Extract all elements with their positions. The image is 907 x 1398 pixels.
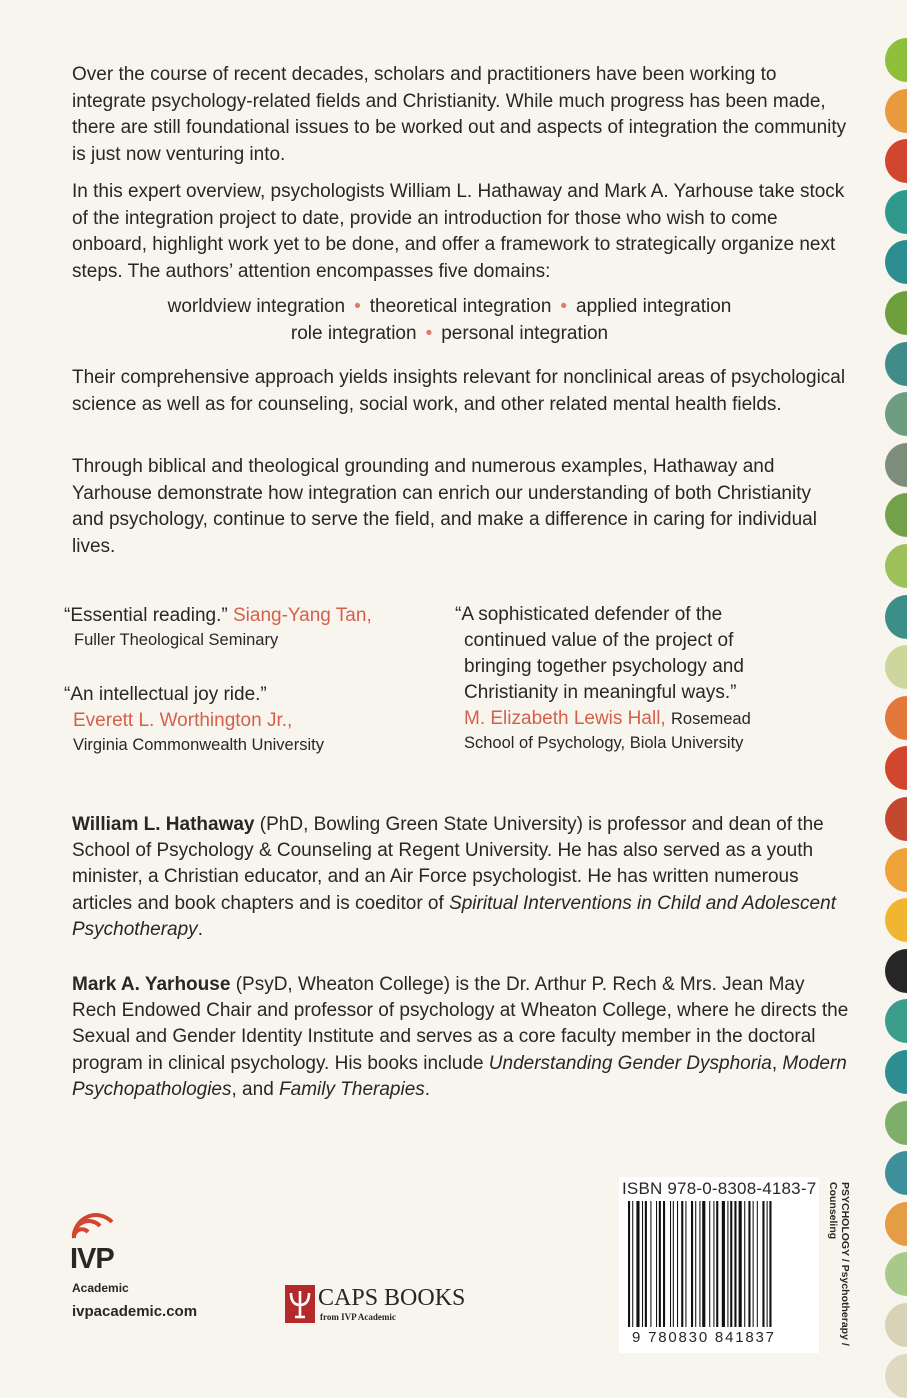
color-tab [885, 848, 907, 892]
color-tab [885, 443, 907, 487]
bisac-category: PSYCHOLOGY / Psychotherapy / Counseling [827, 1182, 851, 1346]
ivp-logo-subtitle: Academic [72, 1281, 129, 1295]
color-tab [885, 493, 907, 537]
domain-item: theoretical integration [369, 296, 552, 317]
domain-item: personal integration [441, 323, 609, 344]
color-tab [885, 595, 907, 639]
endorsement-quote: “An intellectual joy ride.” [64, 684, 267, 705]
isbn: ISBN 978-0-8308-4183-7 [622, 1179, 817, 1198]
ivp-logo-arcs-icon [70, 1212, 116, 1242]
color-tab [885, 392, 907, 436]
color-tab [885, 240, 907, 284]
endorser-affiliation: Fuller Theological Seminary [74, 631, 279, 649]
caps-books-subtitle: from IVP Academic [320, 1312, 396, 1322]
color-tab [885, 645, 907, 689]
endorsement-quote: “A sophisticated defender of the continued value of the project of bringing together psychology and Christianity in meaningful ways.” [455, 604, 744, 703]
endorser-name: Siang-Yang Tan, [232, 605, 372, 626]
color-tab [885, 190, 907, 234]
domains-line-1: worldview integration • theoretical integration • applied integration [167, 296, 732, 317]
color-tab [885, 1101, 907, 1145]
intro-paragraph-3: Their comprehensive approach yields insights relevant for nonclinical areas of psychological science as well as for counseling, social work, and other related mental health fields. [72, 367, 846, 415]
color-tab [885, 696, 907, 740]
intro-paragraph-2: In this expert overview, psychologists William L. Hathaway and Mark A. Yarhouse take stock of the integration project to date, provide an introduction for those who wish to come onboard, highlight work yet to be done, and offer a framework to strategically organize next steps. The authors’ attention encompasses five domains: [72, 181, 845, 282]
color-tab [885, 38, 907, 82]
endorser-name: Everett L. Worthington Jr., [73, 710, 293, 731]
endorsement-tan [64, 603, 424, 651]
color-tab [885, 1050, 907, 1094]
color-tab [885, 1303, 907, 1347]
endorsement-hall [455, 602, 800, 754]
endorsement-worthington [64, 682, 424, 756]
domain-item: role integration [290, 323, 417, 344]
barcode-icon [622, 1201, 817, 1329]
color-tab [885, 291, 907, 335]
color-tab [885, 949, 907, 993]
barcode-digits: 9 780830 841837 [632, 1329, 776, 1346]
endorsement-quote: “Essential reading.” [64, 605, 228, 626]
color-tab [885, 89, 907, 133]
author-name: William L. Hathaway [72, 814, 255, 835]
book-title: Modern Psychopathologies [72, 1052, 847, 1100]
color-tab [885, 1151, 907, 1195]
color-tab [885, 746, 907, 790]
color-tab [885, 1354, 907, 1398]
book-title: Family Therapies [279, 1078, 425, 1100]
color-tab [885, 1252, 907, 1296]
ivp-logo-text: IVP [70, 1243, 114, 1275]
publisher-url: ivpacademic.com [72, 1303, 198, 1320]
color-tab [885, 999, 907, 1043]
endorser-affiliation: Rosemead [670, 710, 751, 728]
color-tab [885, 342, 907, 386]
domain-item: worldview integration [167, 296, 346, 317]
book-title: Spiritual Interventions in Child and Adolescent Psychotherapy [72, 892, 836, 940]
color-tab [885, 1202, 907, 1246]
domains-line-2: role integration • personal integration [290, 323, 609, 344]
bio-hathaway: William L. Hathaway (PhD, Bowling Green State University) is professor and dean of the School of Psychology & Counseling at Regent University. He has also served as a youth minister, a Christian educator, and an Air Force psychologist. He has written numerous articles and book chapters and is coeditor of Spiritual Interventions in Child and Adolescent Psychotherapy. [72, 814, 836, 940]
author-name: Mark A. Yarhouse [72, 974, 231, 995]
endorser-affiliation: School of Psychology, Biola University [464, 734, 744, 752]
color-tab [885, 139, 907, 183]
intro-paragraph-4: Through biblical and theological grounding and numerous examples, Hathaway and Yarhouse demonstrate how integration can enrich our understanding of both Christianity and psychology, continue to serve the field, and make a difference in caring for individual lives. [72, 456, 817, 557]
caps-books-logo-text: CAPS BOOKS [318, 1285, 466, 1311]
bio-yarhouse: Mark A. Yarhouse (PsyD, Wheaton College) is the Dr. Arthur P. Rech & Mrs. Jean May Rech Endowed Chair and professor of psychology at Wheaton College, where he directs the Sexual and Gender Identity Institute and serves as a core faculty member in the doctoral program in clinical psychology. His books include Understanding Gender Dysphoria, Modern Psychopathologies, and Family Therapies. [72, 974, 849, 1100]
caps-books-psi-icon [285, 1285, 315, 1323]
endorser-name: M. Elizabeth Lewis Hall, [464, 708, 666, 729]
endorser-affiliation: Virginia Commonwealth University [73, 736, 324, 754]
color-tab [885, 898, 907, 942]
intro-paragraph-1: Over the course of recent decades, scholars and practitioners have been working to integrate psychology-related fields and Christianity. While much progress has been made, there are still foundational issues to be worked out and aspects of integration the community is just now venturing into. [72, 64, 847, 165]
color-tab [885, 544, 907, 588]
book-title: Understanding Gender Dysphoria [488, 1052, 772, 1074]
domain-item: applied integration [576, 296, 732, 317]
color-tab [885, 797, 907, 841]
